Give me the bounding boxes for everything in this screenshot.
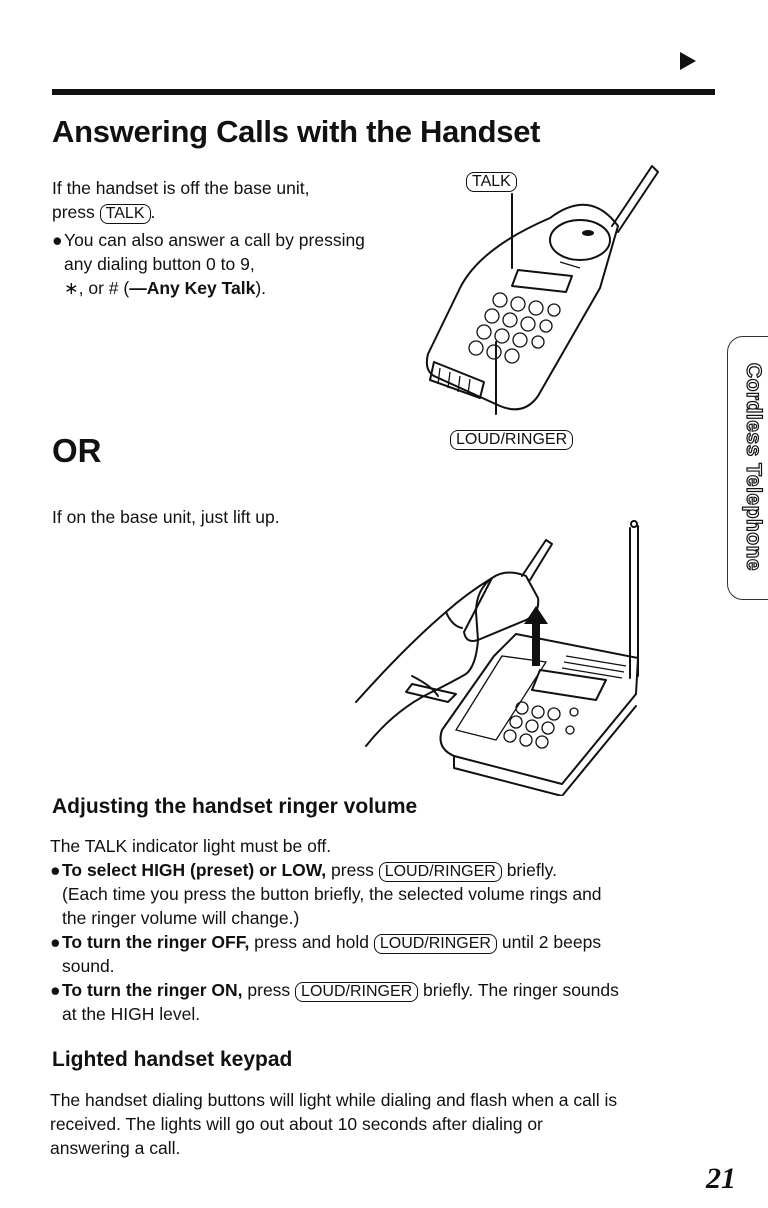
ringer-on-bullet: ● To turn the ringer ON, press LOUD/RINGER briefly. The ringer sounds at the HIGH level. <box>50 980 619 1024</box>
continue-arrow-icon <box>680 52 696 70</box>
talk-key: TALK <box>100 204 151 224</box>
keypad-line: answering a call. <box>50 1138 181 1158</box>
any-key-talk-bullet: ● You can also answer a call by pressing any dialing button 0 to 9, ∗, or # (—Any Key Talk). <box>52 230 365 298</box>
ringer-off-bullet: ● To turn the ringer OFF, press and hold LOUD/RINGER until 2 beeps sound. <box>50 932 602 976</box>
ringer-heading: Adjusting the handset ringer volume <box>52 795 418 818</box>
bullet-icon: ● <box>50 860 61 880</box>
keypad-line: received. The lights will go out about 10 seconds after dialing or <box>50 1114 543 1134</box>
page-number: 21 <box>706 1162 736 1195</box>
base-unit-drawing <box>326 516 666 796</box>
loud-ringer-key: LOUD/RINGER <box>295 982 418 1002</box>
instruction-line: If the handset is off the base unit, <box>52 178 310 198</box>
loud-ringer-key: LOUD/RINGER <box>374 934 497 954</box>
base-unit-illustration <box>326 516 666 796</box>
loud-ringer-label: LOUD/RINGER <box>450 430 573 450</box>
or-divider-label: OR <box>52 432 102 469</box>
side-tab-label: Cordless Telephone <box>742 362 765 572</box>
bullet-icon: ● <box>52 230 63 250</box>
page-title: Answering Calls with the Handset <box>52 114 541 149</box>
bullet-icon: ● <box>50 980 61 1000</box>
keypad-line: The handset dialing buttons will light while dialing and flash when a call is <box>50 1090 618 1110</box>
talk-label: TALK <box>466 172 517 192</box>
header-rule <box>52 89 715 95</box>
bullet-icon: ● <box>50 932 61 952</box>
section-handset-off-base <box>52 176 382 300</box>
ringer-section <box>50 834 730 1026</box>
handset-illustration <box>420 158 660 458</box>
instruction-press-line: press TALK . <box>52 202 156 222</box>
ringer-intro: The TALK indicator light must be off. <box>50 836 332 856</box>
keypad-section <box>50 1088 740 1160</box>
ringer-high-low-bullet: ● To select HIGH (preset) or LOW, press LOUD/RINGER briefly. (Each time you press the button briefly, the selected volume rings and the ringer volume will change.) <box>50 860 602 928</box>
keypad-heading: Lighted handset keypad <box>52 1048 293 1071</box>
base-unit-instruction: If on the base unit, just lift up. <box>52 507 280 527</box>
loud-ringer-key: LOUD/RINGER <box>379 862 502 882</box>
handset-drawing <box>420 158 660 458</box>
